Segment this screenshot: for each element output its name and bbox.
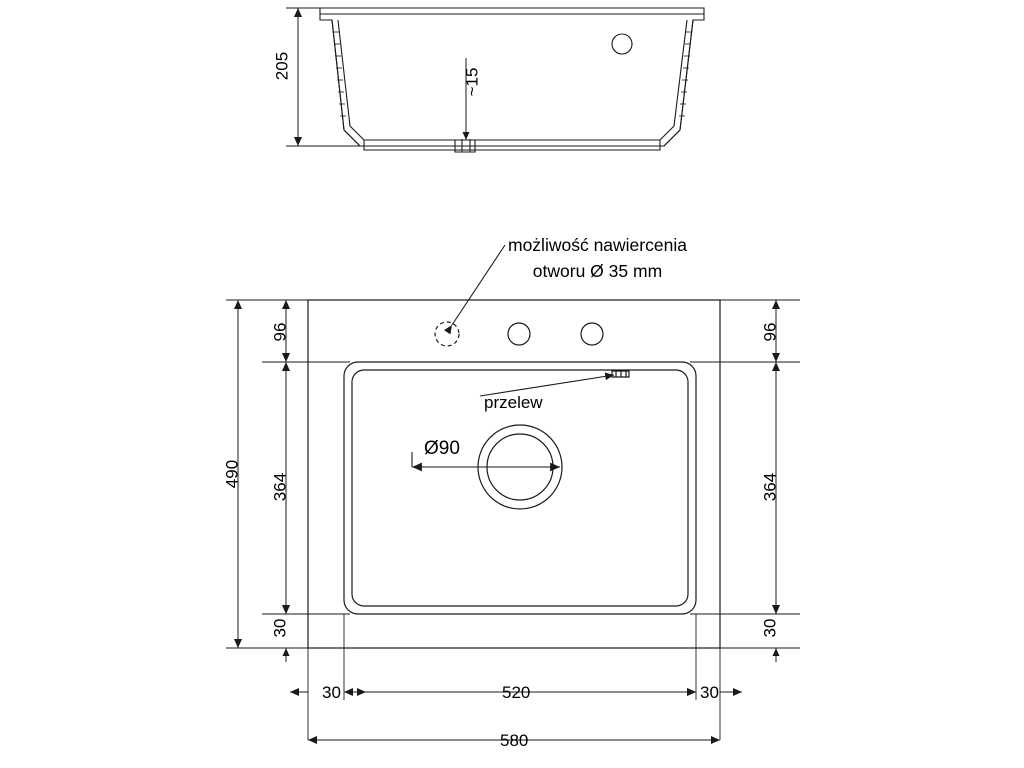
overflow-marker: [612, 371, 629, 377]
tap-hole-center: [508, 323, 530, 345]
overflow-label: przelew: [484, 393, 543, 412]
side-view-geometry: [320, 8, 704, 152]
dim-label-490: 490: [222, 459, 242, 489]
tap-hole-right: [581, 323, 603, 345]
dim-label-96-left: 96: [270, 322, 290, 342]
dim-extension-lines-right: [690, 300, 800, 648]
side-view-hatching: [333, 32, 692, 116]
dim-label-30-bottom-left: 30: [322, 683, 341, 702]
dim-label-205: 205: [272, 51, 292, 81]
side-view-faucet-hole: [612, 34, 632, 54]
dim-label-364-right: 364: [760, 472, 780, 502]
dim-label-580: 580: [500, 731, 529, 750]
dim-label-96-right: 96: [760, 322, 780, 342]
dim-depth-205: [286, 8, 364, 146]
dim-label-30-bottom-right: 30: [700, 683, 719, 702]
top-view-outline: [308, 300, 720, 648]
dim-extension-lines-bottom: [308, 614, 720, 740]
dim-label-30-left: 30: [270, 618, 290, 638]
drill-note: [508, 232, 687, 285]
optional-drill-hole: [435, 322, 459, 346]
dim-label-364-left: 364: [270, 472, 290, 502]
leader-drill-note: [452, 245, 505, 325]
drill-note-line1: możliwość nawiercenia: [508, 235, 687, 255]
drain-diameter-label: Ø90: [424, 438, 460, 459]
dim-label-30-right: 30: [760, 618, 780, 638]
drill-note-line2: otworu Ø 35 mm: [532, 261, 663, 282]
dim-label-15: ~15: [462, 67, 482, 97]
dim-label-520: 520: [502, 683, 531, 702]
